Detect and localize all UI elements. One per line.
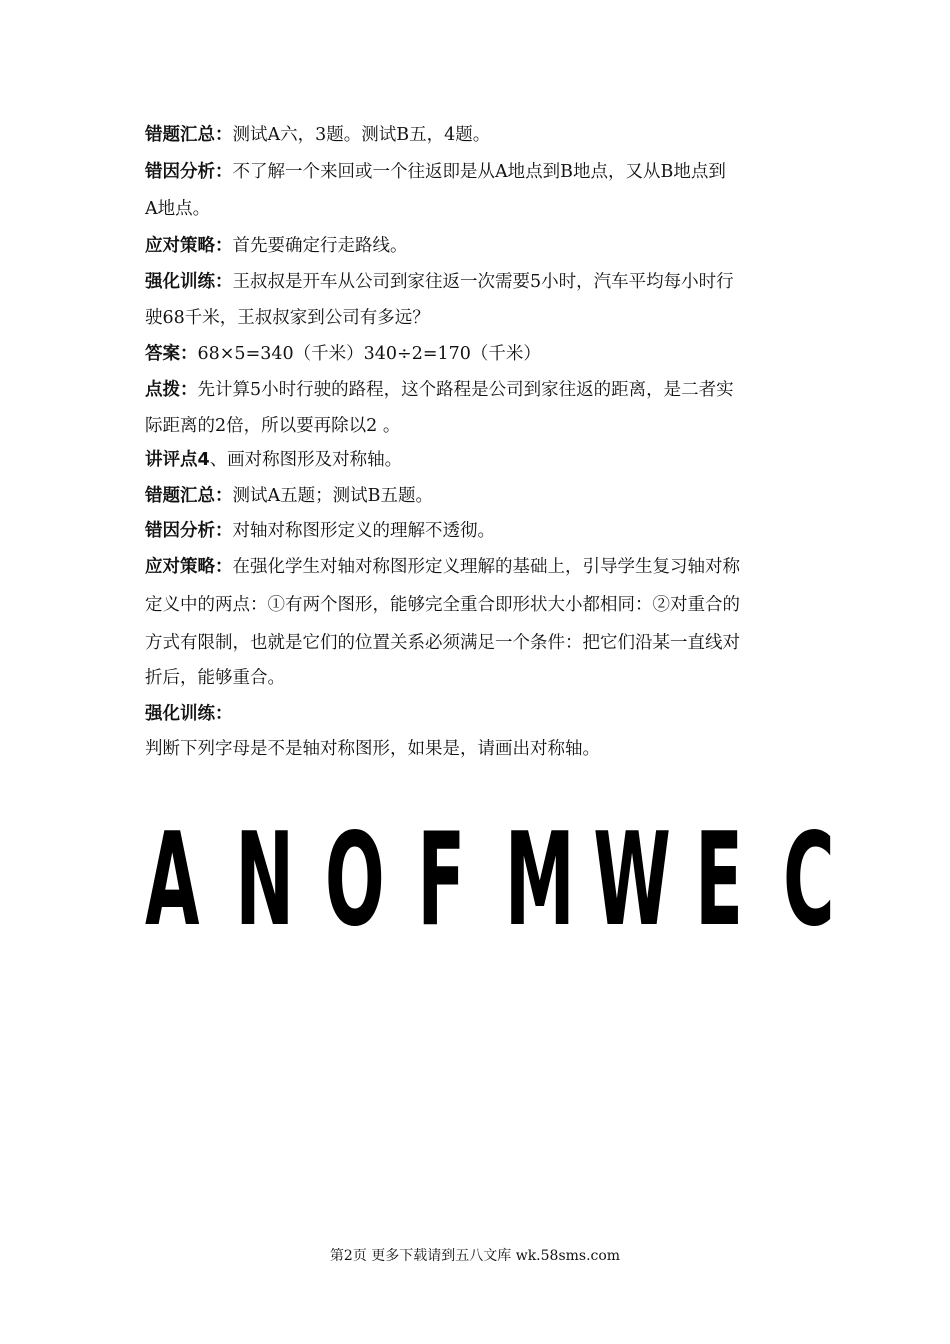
letter-a: A — [145, 806, 200, 940]
error-summary-line-1 — [145, 123, 810, 147]
strategy-line-2-cont2 — [145, 631, 810, 655]
text: 先计算5小时行驶的路程，这个路程是公司到家往返的距离，是二者实 — [197, 380, 734, 400]
label: 讲评点4 — [145, 450, 210, 470]
strategy-line-2-cont3 — [145, 666, 810, 690]
letter-e: E — [695, 806, 744, 940]
text: 驶68千米，王叔叔家到公司有多远？ — [145, 308, 430, 328]
hint-line-cont — [145, 414, 810, 438]
strategy-line-2 — [145, 555, 810, 579]
text: 对轴对称图形定义的理解不透彻。 — [232, 521, 495, 541]
text: 测试A六，3题。测试B五，4题。 — [232, 125, 491, 145]
answer-line — [145, 342, 810, 366]
text: 、画对称图形及对称轴。 — [209, 450, 403, 470]
letter-f: F — [417, 806, 466, 940]
question-line — [145, 737, 810, 761]
letter-w: W — [593, 806, 671, 940]
label: 错因分析： — [145, 162, 233, 182]
label: 强化训练： — [145, 704, 233, 724]
label: 应对策略： — [145, 557, 233, 577]
label: 错因分析： — [145, 521, 233, 541]
error-summary-line-2 — [145, 484, 810, 508]
hint-line — [145, 378, 810, 402]
training-line-1 — [145, 270, 810, 294]
letters-svg — [145, 800, 845, 940]
text: 首先要确定行走路线。 — [232, 236, 408, 256]
text: 在强化学生对轴对称图形定义理解的基础上，引导学生复习轴对称 — [232, 557, 740, 577]
text: 折后，能够重合。 — [145, 668, 285, 688]
error-analysis-line-1 — [145, 160, 810, 184]
strategy-line-2-cont — [145, 593, 810, 617]
text: 方式有限制，也就是它们的位置关系必须满足一个条件：把它们沿某一直线对 — [145, 633, 740, 653]
error-analysis-line-1-cont — [145, 197, 810, 221]
letter-o: O — [324, 806, 385, 940]
letter-c: C — [783, 806, 835, 940]
error-analysis-line-2 — [145, 519, 810, 543]
text: 王叔叔是开车从公司到家往返一次需要5小时，汽车平均每小时行 — [232, 272, 734, 292]
text: 定义中的两点：①有两个图形，能够完全重合即形状大小都相同：②对重合的 — [145, 595, 740, 615]
label: 错题汇总： — [145, 486, 233, 506]
text: A地点。 — [145, 199, 211, 219]
text: 际距离的2倍，所以要再除以2 。 — [145, 416, 401, 436]
text: 不了解一个来回或一个往返即是从A地点到B地点，又从B地点到 — [232, 162, 726, 182]
letter-m: M — [504, 806, 575, 940]
label: 强化训练： — [145, 272, 233, 292]
page-footer: 第2页 更多下载请到五八文库 wk.58sms.com — [329, 1248, 621, 1264]
text: 68×5=340（千米）340÷2=170（千米） — [197, 344, 541, 364]
training-heading-2 — [145, 702, 810, 726]
review-point-heading — [145, 448, 810, 472]
label: 应对策略： — [145, 236, 233, 256]
training-line-1-cont — [145, 306, 810, 330]
label: 点拨： — [145, 380, 198, 400]
letter-n: N — [235, 806, 295, 940]
strategy-line-1 — [145, 234, 810, 258]
label: 答案： — [145, 344, 198, 364]
label: 错题汇总： — [145, 125, 233, 145]
letter-row — [145, 800, 845, 940]
question-text: 判断下列字母是不是轴对称图形，如果是，请画出对称轴。 — [145, 739, 600, 759]
text: 测试A五题；测试B五题。 — [232, 486, 433, 506]
